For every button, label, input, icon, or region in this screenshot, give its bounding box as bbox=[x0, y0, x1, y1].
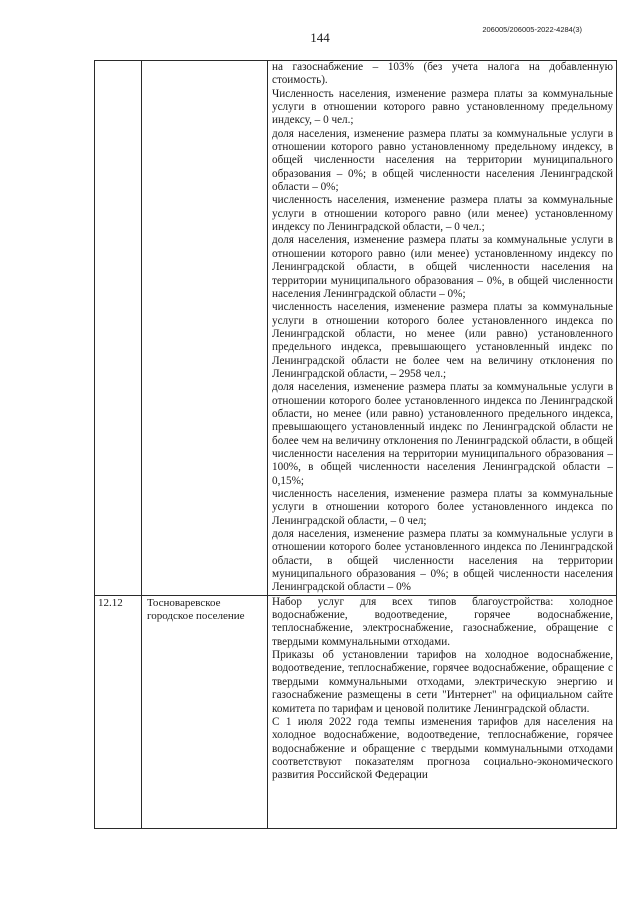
page-number: 144 bbox=[310, 30, 330, 45]
tariff-table bbox=[94, 60, 617, 829]
row-number-cell bbox=[95, 61, 142, 596]
paragraph: Набор услуг для всех типов благоустройства: холодное водоснабжение, водоотведение, горячее водоснабжение, теплоснабжение, электроснабжение, газоснабжение, обращение с твердыми коммунальными отходами. bbox=[272, 595, 613, 648]
paragraph: доля населения, изменение размера платы за коммунальные услуги в отношении которого более установленного индекса по Ленинградской области, но менее (или равно) установленного предельного индекса, превышающего установленный индекс по Ленинградской области не более чем на величину отклонения по Ленинградской области, в общей численности населения на территории муниципального образования – 100%, в общей численности населения Ленинградской области – 0,15%; bbox=[272, 381, 614, 487]
paragraph: численность населения, изменение размера платы за коммунальные услуги в отношении которого более установленного индекса по Ленинградской области, – 0 чел; bbox=[272, 488, 613, 527]
paragraph: Приказы об установлении тарифов на холодное водоснабжение, водоотведение, теплоснабжение, горячее водоснабжение, обращение с твердыми коммунальными отходами, электрическую энергию и газоснабжение размещены в сети "Интернет" на официальном сайте комитета по тарифам и ценовой политике Ленинградской области. bbox=[272, 649, 613, 715]
document-id: 206005/206005-2022-4284(3) bbox=[482, 25, 582, 34]
paragraph: Численность населения, изменение размера платы за коммунальные услуги в отношении которого равно установленному предельному индексу, – 0 чел.; bbox=[272, 87, 613, 127]
paragraph: численность населения, изменение размера платы за коммунальные услуги в отношении которого равно (или менее) установленному индексу по Ленинградской области, – 0 чел.; bbox=[272, 194, 613, 234]
paragraph: численность населения, изменение размера платы за коммунальные услуги в отношении которого более установленного индекса по Ленинградской области, но менее (или равно) установленного предельного индекса, превышающего установленный индекс по Ленинградской области не более чем на величину отклонения по Ленинградской области, – 2958 чел.; bbox=[272, 301, 613, 380]
paragraph: на газоснабжение – 103% (без учета налога на добавленную стоимость). bbox=[272, 61, 613, 87]
description-cell bbox=[268, 61, 617, 596]
description-cell bbox=[268, 595, 617, 828]
table-row bbox=[95, 595, 617, 828]
paragraph: доля населения, изменение размера платы за коммунальные услуги в отношении которого равно установленному предельному индексу, в общей численности населения на территории муниципального образования – 0%; в общей численности населения Ленинградской области – 0%; bbox=[272, 127, 613, 194]
table-row bbox=[95, 61, 617, 596]
paragraph: доля населения, изменение размера платы за коммунальные услуги в отношении которого равно (или менее) установленному индексу по Ленинградской области, в общей численности населения на территории муниципального образования – 0%, в общей численности населения Ленинградской области – 0%; bbox=[272, 234, 613, 300]
paragraph: С 1 июля 2022 года темпы изменения тарифов для населения на холодное водоснабжение, водоотведение, теплоснабжение, горячее водоснабжение и обращение с твердыми коммунальными отходами соответствуют показателям прогноза социально-экономического развития Российской Федерации bbox=[272, 715, 613, 782]
paragraph: доля населения, изменение размера платы за коммунальные услуги в отношении которого более установленного индекса по Ленинградской области, в общей численности населения на территории муниципального образования – 0%; в общей численности населения Ленинградской области – 0% bbox=[272, 528, 613, 594]
row-number: 12.12 bbox=[95, 595, 142, 828]
settlement-name: Тосноваревское городское поселение bbox=[142, 595, 268, 828]
settlement-cell bbox=[142, 61, 268, 596]
